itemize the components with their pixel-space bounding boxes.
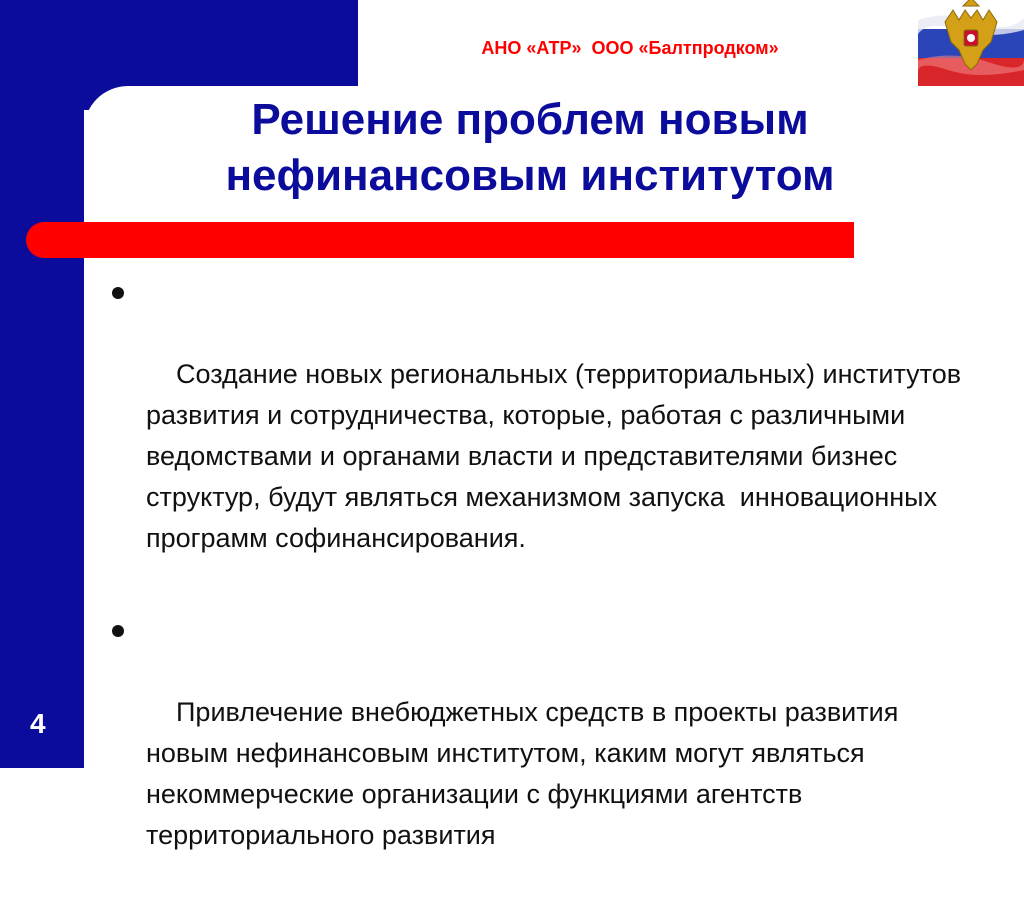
bullet-text-1: Создание новых региональных (территориальных) институтов развития и сотрудничества, которые, работая с различными ведомствами и органами власти и представителями бизнес структур, будут являться механизмом запуска инновационных программ софинансирования.	[146, 359, 969, 553]
left-blue-band	[0, 0, 84, 768]
bullet-text-2: Привлечение внебюджетных средств в проекты развития новым нефинансовым институтом, каким могут являться некоммерческие организации с функциями агентств территориального развития	[146, 697, 906, 850]
bullet-dot-icon	[112, 625, 124, 637]
organization-header: АНО «АТР» ООО «Балтпродком»	[481, 38, 779, 58]
coat-of-arms-icon	[918, 0, 1024, 86]
title-line-1: Решение проблем новым	[251, 95, 809, 144]
bullet-item-1	[100, 272, 980, 600]
bullet-item-2	[100, 610, 980, 897]
slide-number: 4	[30, 708, 46, 739]
bullet-dot-icon	[112, 287, 124, 299]
title-line-2: нефинансовым институтом	[225, 151, 835, 200]
red-divider-bar	[26, 222, 854, 258]
bullet-list	[100, 272, 980, 907]
page-title	[150, 92, 910, 204]
